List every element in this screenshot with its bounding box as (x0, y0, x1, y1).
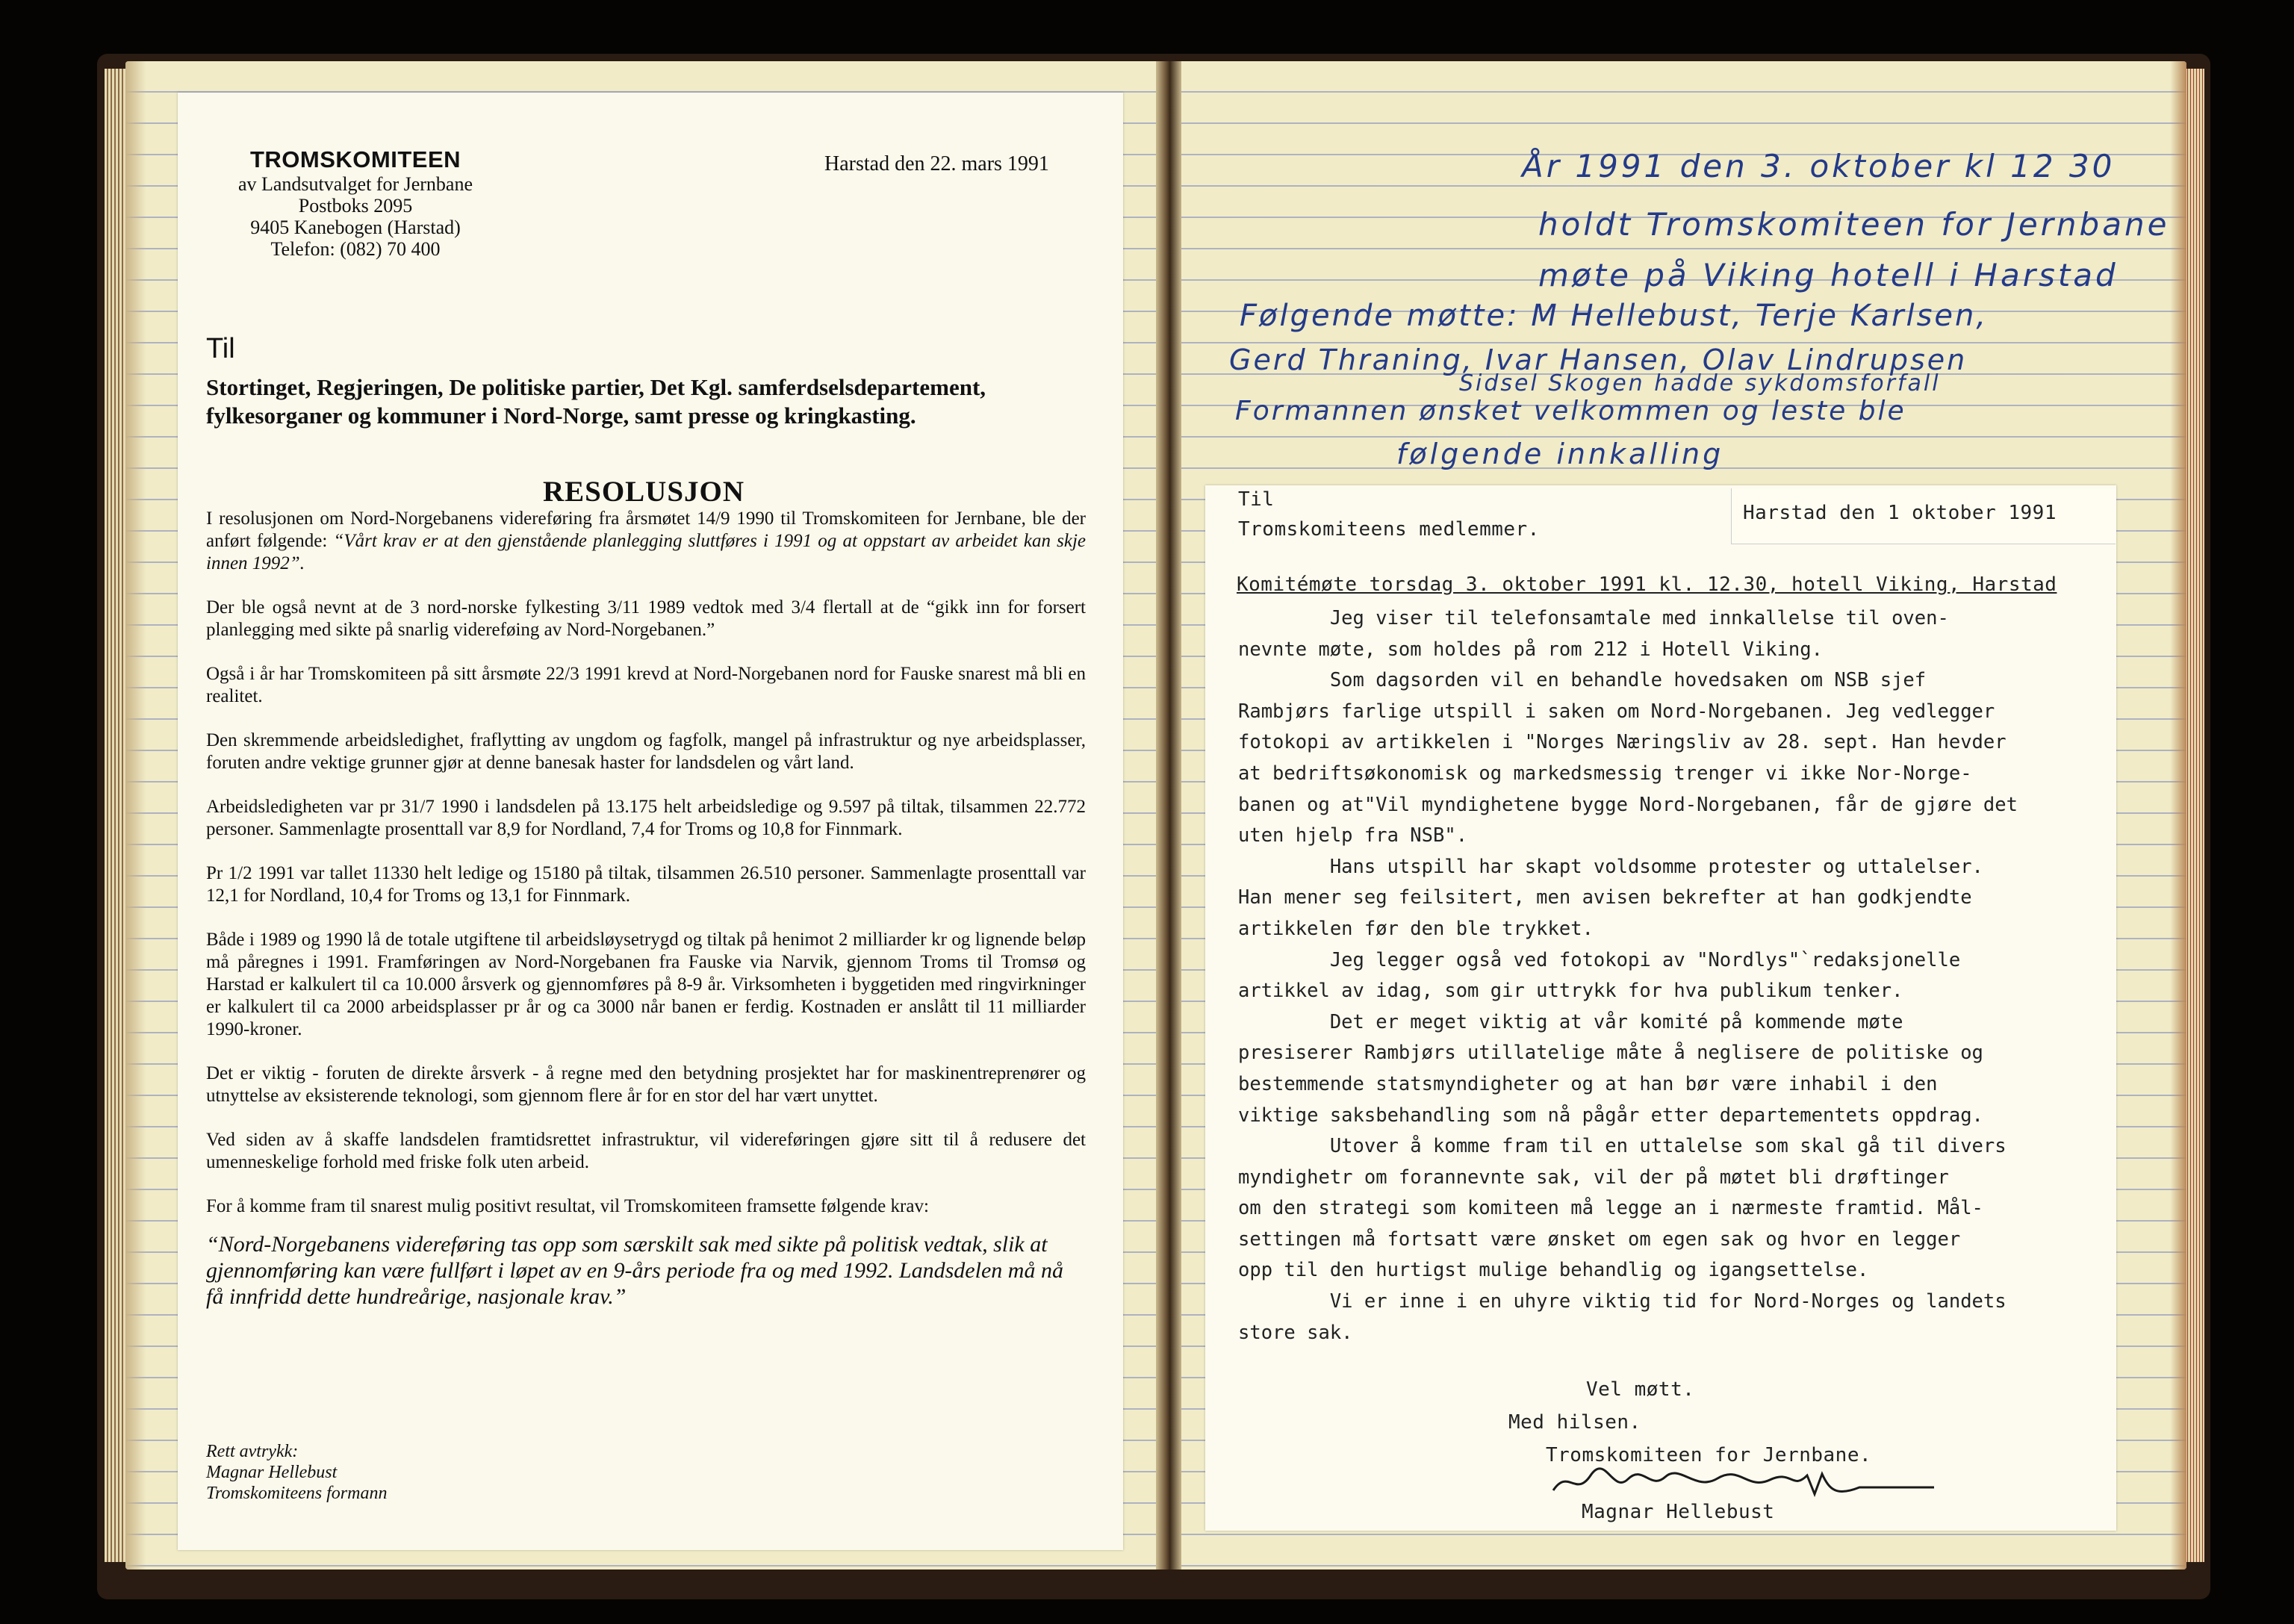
letter-to-label: Til (1238, 488, 1275, 511)
closing-line: Tromskomiteens formann (206, 1484, 388, 1503)
paragraph: Pr 1/2 1991 var tallet 11330 helt ledige og 15180 på tiltak, tilsammen 26.510 personer. Sammenlagte prosenttall var 12,1 for Nordland, 10,4 for Troms og 13,1 for Finnmark. (206, 863, 1086, 906)
letter-line: banen og at"Vil myndighetene bygge Nord-Norgebanen, får de gjøre det (1238, 793, 2018, 816)
handwritten-line: Gerd Thraning, Ivar Hansen, Olav Lindrupsen (1229, 343, 1968, 376)
letter-greeting: Vel møtt. (1586, 1378, 1695, 1401)
handwritten-line: Følgende møtte: M Hellebust, Terje Karlsen, (1240, 299, 1989, 333)
letter-line: Rambjørs farlige utspill i saken om Nord-Norgebanen. Jeg vedlegger (1238, 700, 1995, 723)
letter-greeting: Med hilsen. (1508, 1411, 1641, 1434)
letter-subject: Komitémøte torsdag 3. oktober 1991 kl. 12.30, hotell Viking, Harstad (1237, 573, 2057, 596)
letter-line: settingen må fortsatt være ønsket om egen sak og hvor en legger (1238, 1228, 1961, 1251)
letter-line: Jeg viser til telefonsamtale med innkallelse til oven- (1238, 607, 1949, 629)
letter-line: presiserer Rambjørs utillatelige måte å neglisere de politiske og (1238, 1042, 1983, 1065)
paragraph: Ved siden av å skaffe landsdelen framtidsrettet infrastruktur, vil videreføringen gjøre sitt til å redusere det umenneskelige forhold med friske folk uten arbeid. (206, 1130, 1086, 1172)
handwritten-line: holdt Tromskomiteen for Jernbane (1538, 206, 2170, 243)
letter-org: Tromskomiteen for Jernbane. (1546, 1444, 1872, 1466)
book-gutter (1156, 61, 1181, 1569)
letter-line: Utover å komme fram til en uttalelse som skal gå til divers (1238, 1135, 2007, 1158)
handwritten-line: Formannen ønsket velkommen og leste ble (1235, 396, 1906, 426)
to-label: Til (206, 333, 235, 364)
letter-line: artikkelen før den ble trykket. (1238, 917, 1594, 940)
letter-date: Harstad den 1 oktober 1991 (1743, 502, 2057, 524)
sender-org: TROMSKOMITEEN (249, 146, 461, 172)
letter-line: Jeg legger også ved fotokopi av "Nordlys"`redaksjonelle (1238, 948, 1961, 971)
letter-line: Det er meget viktig at vår komité på kommende møte (1238, 1010, 1903, 1033)
paragraph: For å komme fram til snarest mulig positivt resultat, vil Tromskomiteen framsette følgende krav: (206, 1196, 929, 1216)
paragraph: Også i år har Tromskomiteen på sitt årsmøte 22/3 1991 krevd at Nord-Norgebanen nord for Fauske snarest må bli en realitet. (206, 664, 1086, 706)
paragraph-quote: “Vårt krav er at den gjenstående planlegging sluttføres i 1991 og at oppstart av arbeidet kan skje innen 1992”. (206, 531, 1086, 573)
letter-line: bestemmende statsmyndigheter og at han bør være inhabil i den (1238, 1072, 1938, 1095)
handwritten-line: møte på Viking hotell i Harstad (1538, 257, 2119, 293)
demand-quote: “Nord-Norgebanens videreføring tas opp som særskilt sak med sikte på politisk vedtak, slik at gjennomføring kan være fullført i løpet av en 9-års periode fra og med 1992. Landsdelen må nå få innfridd dette hundreårige, nasjonale krav.” (206, 1232, 1063, 1309)
letter-date: Harstad den 22. mars 1991 (824, 152, 1049, 175)
letter-line: at bedriftsøkonomisk og markedsmessig trenger vi ikke Nor-Norge- (1238, 762, 1972, 785)
paragraph: Både i 1989 og 1990 lå de totale utgiftene til arbeidsløysetrygd og tiltak på henimot 2 milliarder kr og lignende beløp må påregnes i 1991. Framføringen av Nord-Norgebanen fra Fauske via Narvik, gjennom Troms til Tromsø og Harstad er kalkulert til ca 10.000 årsverk og gjennomføres på 8-9 år. Virksomheten i byggetiden med ringvirkninger er kalkulert til ca 2000 arbeidsplasser pr år og ca 3000 når banen er ferdig. Kostnaden er anslått til 11 milliarder 1990-kroner. (206, 930, 1086, 1039)
letter-line: myndighetr om forannevnte sak, vil der på møtet bli drøftinger (1238, 1166, 1949, 1189)
letter-line: Hans utspill har skapt voldsomme protester og uttalelser. (1238, 855, 1983, 878)
letter-line: opp til den hurtigst mulige behandlig og igangsettelse. (1238, 1259, 1869, 1282)
resolution-body (206, 508, 1086, 1331)
closing-line: Rett avtrykk: (206, 1442, 299, 1461)
letter-recipient: Tromskomiteens medlemmer. (1238, 518, 1540, 541)
letter-line: viktige saksbehandling som nå pågår etter departementets oppdrag. (1238, 1104, 1983, 1127)
paragraph: Arbeidsledigheten var pr 31/7 1990 i landsdelen på 13.175 helt arbeidsledige og 9.597 på tiltak, tilsammen 22.772 personer. Sammenlagte prosenttall var 8,9 for Nordland, 7,4 for Troms og 10,8 for Finnmark. (206, 797, 1086, 839)
page-edges-left (105, 69, 127, 1562)
closing-block (206, 1441, 505, 1504)
recipients: Stortinget, Regjeringen, De politiske partier, Det Kgl. samferdselsdepartement, fylkesorganer og kommuner i Nord-Norge, samt presse og kringkasting. (206, 374, 986, 429)
letter-line: store sak. (1238, 1321, 1353, 1344)
paragraph-text: I resolusjonen om Nord-Norgebanens videreføring fra årsmøtet 14/9 1990 til Tromskomiteen for Jernbane, ble der anført følgende: (206, 508, 1086, 551)
letter-line: artikkel av idag, som gir uttrykk for hva publikum tenker. (1238, 980, 1903, 1003)
sender-line: Postboks 2095 (298, 195, 413, 217)
letter-line: uten hjelp fra NSB". (1238, 824, 1468, 847)
paragraph: Det er viktig - foruten de direkte årsverk - å regne med den betydning prosjektet har for maskinentreprenører og utnyttelse av eksisterende teknologi, som gjennom flere år for en stor del har vært unyttet. (206, 1063, 1086, 1106)
signature-scribble (1546, 1460, 1949, 1505)
paragraph (206, 508, 1086, 575)
letter-line: Som dagsorden vil en behandle hovedsaken om NSB sjef (1238, 669, 1927, 692)
letter-line: Han mener seg feilsitert, men avisen bekrefter at han godkjendte (1238, 886, 1972, 909)
sender-line: Telefon: (082) 70 400 (270, 238, 441, 260)
letter-line: fotokopi av artikkelen i "Norges Næringsliv av 28. sept. Han hevder (1238, 731, 2007, 754)
letter-line: nevnte møte, som holdes på rom 212 i Hotell Viking. (1238, 638, 1823, 661)
paragraph: Den skremmende arbeidsledighet, fraflytting av ungdom og fagfolk, mangel på infrastruktur og nye arbeidsplasser, foruten andre vektige grunner gjør at denne banesak haster for landsdelen og vårt land. (206, 730, 1086, 773)
paragraph: Der ble også nevnt at de 3 nord-norske fylkesting 3/11 1989 vedtok med 3/4 flertall at de “gikk inn for forsert planlegging med sikte på snarlig videreføing av Nord-Norgebanen.” (206, 597, 1086, 640)
letter-body (1238, 603, 2112, 1348)
sender-line: 9405 Kanebogen (Harstad) (250, 217, 461, 238)
letter-signer: Magnar Hellebust (1582, 1501, 1775, 1523)
handwritten-line: Sidsel Skogen hadde sykdomsforfall (1459, 370, 1941, 396)
letter-line: om den strategi som komiteen må legge an i nærmeste framtid. Mål- (1238, 1197, 1983, 1220)
page-edges-right (2185, 69, 2204, 1562)
handwritten-line: År 1991 den 3. oktober kl 12 30 (1522, 148, 2116, 184)
sender-line: av Landsutvalget for Jernbane (237, 173, 473, 195)
closing-line: Magnar Hellebust (206, 1463, 338, 1482)
sender-block (206, 146, 505, 260)
handwritten-line: følgende innkalling (1396, 438, 1724, 470)
letter-line: Vi er inne i en uhyre viktig tid for Nord-Norges og landets (1238, 1290, 2007, 1313)
resolution-title: RESOLUSJON (542, 476, 745, 508)
